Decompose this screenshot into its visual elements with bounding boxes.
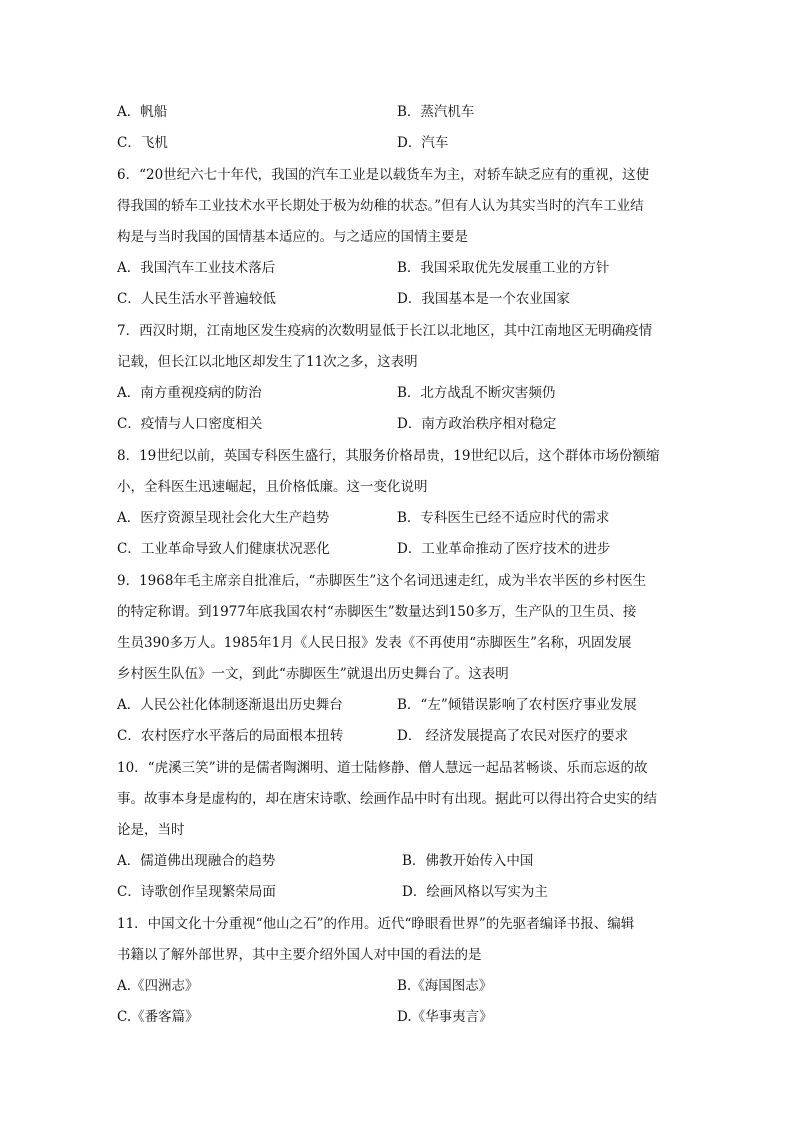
q11-option-d: D.《华事夷言》 (397, 1009, 493, 1025)
q8-option-b: B．专科医生已经不适应时代的需求 (397, 510, 610, 526)
q7-stem-line-1: 7．西汉时期，江南地区发生疫病的次数明显低于长江以北地区，其中江南地区无明确疫情 (117, 323, 653, 339)
q6-stem-line-2: 得我国的轿车工业技术水平长期处于极为幼稚的状态。”但有人认为其实当时的汽车工业结 (117, 198, 644, 214)
q6-stem-line-1: 6．“20世纪六七十年代，我国的汽车工业是以载货车为主，对轿车缺乏应有的重视，这使 (117, 167, 650, 183)
q10-option-d: D．绘画风格以写实为主 (402, 884, 548, 900)
q8-option-c: C．工业革命导致人们健康状况恶化 (117, 541, 330, 557)
q11-stem-line-1: 11．中国文化十分重视“他山之石”的作用。近代“睁眼看世界”的先驱者编译书报、编辑 (117, 916, 635, 932)
q9-stem-line-3: 生员390多万人。1985年1月《人民日报》发表《不再使用“赤脚医生”名称，巩固发展 (117, 635, 632, 651)
q9-option-d: D． 经济发展提高了农民对医疗的要求 (397, 728, 629, 744)
q5-option-b: B．蒸汽机车 (397, 104, 475, 120)
q9-option-a: A．人民公社化体制逐渐退出历史舞台 (117, 697, 343, 713)
q5-option-c: C．飞机 (117, 135, 168, 151)
q11-option-c: C.《番客篇》 (117, 1009, 199, 1025)
q8-option-d: D．工业革命推动了医疗技术的进步 (397, 541, 611, 557)
q9-option-c: C．农村医疗水平落后的局面根本扭转 (117, 728, 344, 744)
q6-stem-line-3: 构是与当时我国的国情基本适应的。与之适应的国情主要是 (117, 229, 468, 245)
q6-option-d: D．我国基本是一个农业国家 (397, 291, 570, 307)
q8-stem-line-2: 小，全科医生迅速崛起，且价格低廉。这一变化说明 (117, 479, 428, 495)
q9-stem-line-1: 9．1968年毛主席亲自批准后，“赤脚医生”这个名词迅速走红，成为半农半医的乡村医生 (117, 573, 647, 589)
q10-option-b: B．佛教开始传入中国 (402, 853, 534, 869)
q10-stem-line-2: 事。故事本身是虚构的，却在唐宋诗歌、绘画作品中时有出现。据此可以得出符合史实的结 (117, 791, 657, 807)
q7-option-c: C．疫情与人口密度相关 (117, 416, 263, 432)
q6-option-c: C．人民生活水平普遍较低 (117, 291, 276, 307)
q9-stem-line-2: 的特定称谓。到1977年底我国农村“赤脚医生”数量达到150多万，生产队的卫生员、接 (117, 604, 637, 620)
q10-stem-line-3: 论是，当时 (117, 822, 185, 838)
q5-option-a: A．帆船 (117, 104, 168, 120)
q8-option-a: A．医疗资源呈现社会化大生产趋势 (117, 510, 330, 526)
q9-option-b: B．“左”倾错误影响了农村医疗事业发展 (397, 697, 637, 713)
q7-option-a: A．南方重视疫病的防治 (117, 385, 262, 401)
q10-option-c: C．诗歌创作呈现繁荣局面 (117, 884, 276, 900)
q11-option-a: A.《四洲志》 (117, 978, 199, 994)
q7-option-b: B．北方战乱不断灾害频仍 (397, 385, 556, 401)
q11-stem-line-2: 书籍以了解外部世界，其中主要介绍外国人对中国的看法的是 (117, 947, 482, 963)
q9-stem-line-4: 乡村医生队伍》一文，到此“赤脚医生”就退出历史舞台了。这表明 (117, 666, 509, 682)
q7-stem-line-2: 记载，但长江以北地区却发生了11次之多，这表明 (117, 354, 418, 370)
q6-option-a: A．我国汽车工业技术落后 (117, 260, 276, 276)
q7-option-d: D．南方政治秩序相对稳定 (397, 416, 557, 432)
q8-stem-line-1: 8．19世纪以前，英国专科医生盛行，其服务价格昂贵，19世纪以后，这个群体市场份额缩 (117, 448, 660, 464)
q11-option-b: B.《海国图志》 (397, 978, 493, 994)
q6-option-b: B．我国采取优先发展重工业的方针 (397, 260, 610, 276)
q10-stem-line-1: 10．“虎溪三笑”讲的是儒者陶渊明、道士陆修静、僧人慧远一起品茗畅谈、乐而忘返的故 (117, 760, 648, 776)
q5-option-d: D．汽车 (397, 135, 449, 151)
q10-option-a: A．儒道佛出现融合的趋势 (117, 853, 276, 869)
